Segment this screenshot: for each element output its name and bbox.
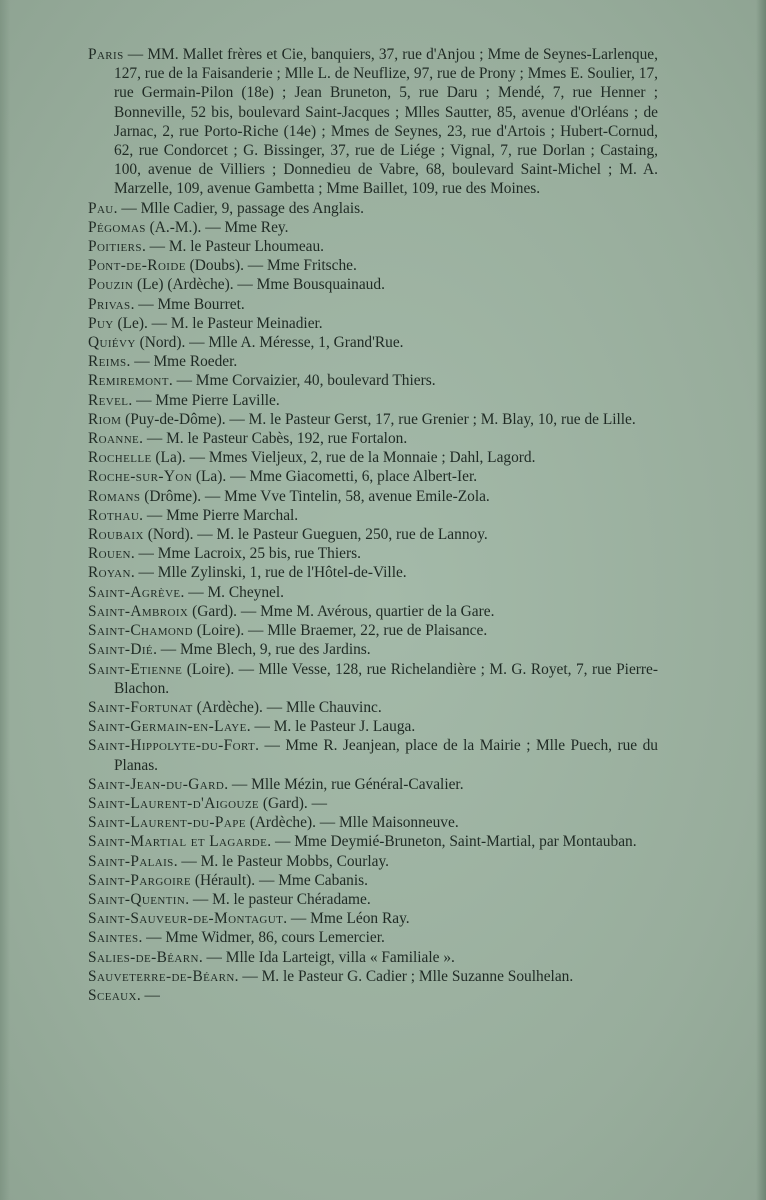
directory-entry	[88, 314, 658, 333]
place-name: Saint-Jean-du-Gard	[88, 775, 225, 793]
entry-details: . — M. le pasteur Chéradame.	[185, 890, 371, 908]
place-name: Salies-de-Béarn	[88, 948, 199, 966]
directory-entry	[88, 237, 658, 256]
entry-details: . — M. le Pasteur Cabès, 192, rue Fortalon.	[139, 430, 408, 448]
directory-entry	[88, 410, 658, 429]
entry-details: . — Mlle Zylinski, 1, rue de l'Hôtel-de-Ville.	[130, 564, 407, 582]
directory-entry	[88, 640, 658, 659]
entry-details: . — Mme Pierre Laville.	[128, 391, 280, 409]
entry-details: . — Mme Pierre Marchal.	[139, 506, 299, 524]
directory-entry	[88, 794, 658, 813]
directory-entry	[88, 429, 658, 448]
place-name: Pouzin	[88, 276, 134, 294]
entry-details: (Doubs). — Mme Fritsche.	[185, 257, 357, 275]
place-name: Saint-Germain-en-Laye	[88, 718, 247, 736]
directory-entry	[88, 583, 658, 602]
entry-details: . — Mme Blech, 9, rue des Jardins.	[153, 641, 371, 659]
place-name: Saint-Ambroix	[88, 602, 189, 620]
directory-entry	[88, 333, 658, 352]
entry-details: (Nord). — Mlle A. Méresse, 1, Grand'Rue.	[135, 334, 404, 352]
directory-entry	[88, 256, 658, 275]
directory-entry	[88, 544, 658, 563]
place-name: Roubaix	[88, 526, 144, 544]
place-name: Puy	[88, 314, 114, 332]
directory-entry	[88, 967, 658, 986]
directory-entry	[88, 890, 658, 909]
directory-entry	[88, 832, 658, 851]
directory-entry	[88, 717, 658, 736]
directory-entry	[88, 871, 658, 890]
address-list	[88, 45, 658, 1005]
place-name: Saint-Dié	[88, 641, 154, 659]
entry-details: . — Mme Bourret.	[130, 295, 245, 313]
directory-entry	[88, 698, 658, 717]
entry-details: . — Mme Deymié-Bruneton, Saint-Martial, par Montauban.	[267, 833, 637, 851]
place-name: Saint-Fortunat	[88, 698, 193, 716]
entry-details: (Gard). —	[259, 794, 328, 812]
directory-entry	[88, 736, 658, 774]
directory-entry	[88, 371, 658, 390]
place-name: Poitiers	[88, 238, 142, 256]
entry-details: (A.-M.). — Mme Rey.	[145, 218, 289, 236]
place-name: Pont-de-Roide	[88, 257, 186, 275]
entry-details: . — M. Cheynel.	[180, 583, 284, 601]
directory-entry	[88, 563, 658, 582]
directory-entry	[88, 928, 658, 947]
entry-details: (Le) (Ardèche). — Mme Bousquainaud.	[133, 276, 385, 294]
directory-entry	[88, 506, 658, 525]
place-name: Roanne	[88, 430, 140, 448]
directory-entry	[88, 813, 658, 832]
entry-details: (Loire). — Mlle Vesse, 128, rue Richelandière ; M. G. Royet, 7, rue Pierre-Blachon.	[114, 660, 658, 697]
entry-details: . —	[136, 986, 160, 1004]
place-name: Saint-Sauveur-de-Montagut	[88, 910, 284, 928]
entry-details: . — Mme Widmer, 86, cours Lemercier.	[138, 929, 385, 947]
place-name: Roche-sur-Yon	[88, 468, 193, 486]
entry-details: . — Mlle Ida Larteigt, villa « Familiale ».	[198, 948, 455, 966]
place-name: Saint-Chamond	[88, 622, 193, 640]
directory-entry	[88, 391, 658, 410]
directory-entry	[88, 199, 658, 218]
directory-entry	[88, 621, 658, 640]
place-name: Pau	[88, 199, 114, 217]
place-name: Rochelle	[88, 449, 152, 467]
entry-details: (Ardèche). — Mlle Chauvinc.	[192, 698, 382, 716]
directory-entry	[88, 948, 658, 967]
place-name: Quiévy	[88, 334, 136, 352]
directory-entry	[88, 487, 658, 506]
directory-entry	[88, 275, 658, 294]
place-name: Reims	[88, 353, 127, 371]
entry-details: (Loire). — Mlle Braemer, 22, rue de Plaisance.	[192, 622, 488, 640]
page-right-edge-shadow	[756, 0, 766, 1200]
place-name: Saint-Pargoire	[88, 871, 192, 889]
entry-details: (Hérault). — Mme Cabanis.	[191, 871, 368, 889]
place-name: Rothau	[88, 506, 140, 524]
directory-entry	[88, 525, 658, 544]
entry-details: (La). — Mme Giacometti, 6, place Albert-Ier.	[192, 468, 478, 486]
entry-details: (Nord). — M. le Pasteur Gueguen, 250, rue de Lannoy.	[143, 526, 488, 544]
entry-details: . — Mme R. Jeanjean, place de la Mairie ; Mlle Puech, rue du Planas.	[114, 737, 658, 774]
place-name: Sceaux	[88, 986, 137, 1004]
place-name: Pégomas	[88, 218, 146, 236]
entry-details: . — Mme Léon Ray.	[283, 910, 410, 928]
directory-entry	[88, 45, 658, 199]
entry-details: . — M. le Pasteur J. Lauga.	[246, 718, 416, 736]
entry-details: (Gard). — Mme M. Avérous, quartier de la Gare.	[188, 602, 495, 620]
place-name: Saint-Quentin	[88, 890, 186, 908]
entry-details: (La). — Mmes Vieljeux, 2, rue de la Monnaie ; Dahl, Lagord.	[151, 449, 536, 467]
place-name: Saint-Agrève	[88, 583, 181, 601]
place-name: Remiremont	[88, 372, 169, 390]
place-name: Royan	[88, 564, 131, 582]
place-name: Saintes	[88, 929, 139, 947]
entry-details: (Ardèche). — Mlle Maisonneuve.	[245, 814, 459, 832]
entry-details: (Drôme). — Mme Vve Tintelin, 58, avenue Emile-Zola.	[140, 487, 490, 505]
directory-entry	[88, 602, 658, 621]
directory-entry	[88, 448, 658, 467]
place-name: Romans	[88, 487, 141, 505]
directory-entry	[88, 909, 658, 928]
directory-entry	[88, 295, 658, 314]
entry-details: . — M. le Pasteur Lhoumeau.	[141, 238, 325, 256]
place-name: Saint-Laurent-du-Pape	[88, 814, 246, 832]
place-name: Saint-Martial et Lagarde	[88, 833, 268, 851]
place-name: Riom	[88, 410, 122, 428]
place-name: Privas	[88, 295, 131, 313]
entry-details: . — Mme Lacroix, 25 bis, rue Thiers.	[130, 545, 361, 563]
place-name: Saint-Laurent-d'Aigouze	[88, 794, 260, 812]
entry-details: (Le). — M. le Pasteur Meinadier.	[113, 314, 323, 332]
entry-details: . — Mme Corvaizier, 40, boulevard Thiers.	[168, 372, 436, 390]
place-name: Saint-Hippolyte-du-Fort	[88, 737, 256, 755]
directory-entry	[88, 986, 658, 1005]
place-name: Sauveterre-de-Béarn	[88, 967, 235, 985]
directory-entry	[88, 660, 658, 698]
directory-entry	[88, 775, 658, 794]
place-name: Paris	[88, 46, 124, 63]
entry-details: . — Mlle Mézin, rue Général-Cavalier.	[224, 775, 464, 793]
entry-details: (Puy-de-Dôme). — M. le Pasteur Gerst, 17, rue Grenier ; M. Blay, 10, rue de Lille.	[121, 410, 636, 428]
entry-details: . — Mlle Cadier, 9, passage des Anglais.	[113, 199, 364, 217]
place-name: Saint-Palais	[88, 852, 174, 870]
entry-details: — MM. Mallet frères et Cie, banquiers, 37, rue d'Anjou ; Mme de Seynes-Larlenque, 127, rue de la Faisanderie ; Mlle L. de Neuflize, 97, rue de Prony ; Mmes E. Soulier, 17, rue Germain-Pilon (18e) ; Jean Bruneton, 5, rue Daru ; Mendé, 7, rue Henner ; Bonneville, 52 bis, boulevard Saint-Jacques ; Mlles Sautter, 85, avenue d'Orléans ; de Jarnac, 2, rue Porto-Riche (14e) ; Mmes de Seynes, 23, rue d'Artois ; Hubert-Cornud, 62, rue Condorcet ; G. Bissinger, 37, rue de Liége ; Vignal, 7, rue Dorlan ; Castaing, 100, avenue de Villiers ; Donnedieu de Vabre, 68, boulevard Saint-Michel ; M. A. Marzelle, 109, avenue Gambetta ; Mme Baillet, 109, rue des Moines.	[114, 46, 658, 198]
page-left-edge-shadow	[0, 0, 10, 1200]
directory-entry	[88, 352, 658, 371]
directory-entry	[88, 852, 658, 871]
entry-details: . — M. le Pasteur Mobbs, Courlay.	[173, 852, 390, 870]
entry-details: . — M. le Pasteur G. Cadier ; Mlle Suzanne Soulhelan.	[234, 967, 574, 985]
directory-entry	[88, 467, 658, 486]
place-name: Saint-Etienne	[88, 660, 183, 678]
entry-details: . — Mme Roeder.	[126, 353, 238, 371]
place-name: Revel	[88, 391, 129, 409]
place-name: Rouen	[88, 545, 131, 563]
directory-entry	[88, 218, 658, 237]
